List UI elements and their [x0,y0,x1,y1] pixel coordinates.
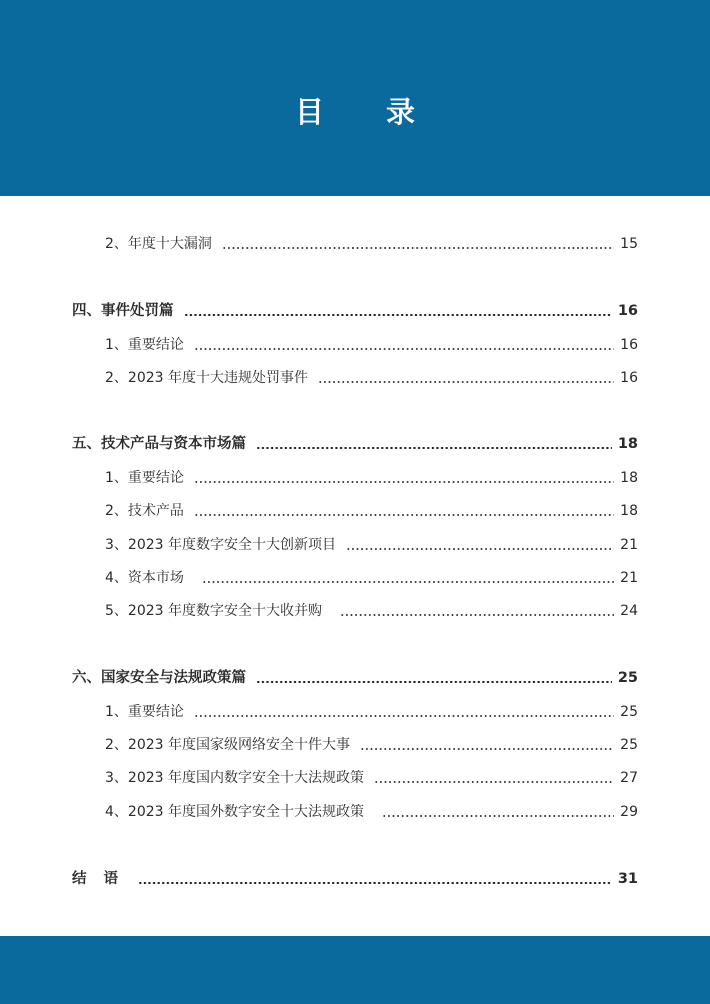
toc-entry-label: 4、资本市场 [105,570,184,586]
toc-entry-label: 2、技术产品 [105,503,184,519]
toc-section[interactable] [72,867,638,891]
dot-leader [256,681,612,683]
toc-section-page: 25 [617,670,638,686]
toc-entry-label: 2、年度十大漏洞 [105,236,212,252]
toc-entry-label: 1、重要结论 [105,337,184,353]
toc-entry-page: 18 [620,470,638,486]
toc-entry[interactable] [105,499,638,523]
page-title: 目 录 [294,95,442,129]
toc-section-label: 五、技术产品与资本市场篇 [72,436,246,452]
toc-section-label: 结 语 [72,871,125,887]
toc-entry-label: 4、2023 年度国外数字安全十大法规政策 [105,804,364,820]
dot-leader [360,748,614,750]
dot-leader [194,481,614,483]
toc-section[interactable] [72,666,638,690]
dot-leader [346,548,614,550]
dot-leader [184,314,612,316]
toc-entry[interactable] [105,466,638,490]
toc-entry-page: 21 [620,570,638,586]
dot-leader [340,614,614,616]
toc-entry-page: 29 [620,804,638,820]
toc-section-label: 六、国家安全与法规政策篇 [72,670,246,686]
toc-entry-page: 16 [620,370,638,386]
toc-entry-label: 3、2023 年度数字安全十大创新项目 [105,537,336,553]
toc-entry-page: 15 [620,236,638,252]
toc-entry-page: 24 [620,603,638,619]
toc-entry-page: 21 [620,537,638,553]
toc-entry[interactable] [105,366,638,390]
dot-leader [194,348,614,350]
toc-entry-label: 2、2023 年度十大违规处罚事件 [105,370,308,386]
toc-entry[interactable] [105,333,638,357]
footer-band [0,936,710,1004]
dot-leader [202,581,614,583]
toc-entry-page: 16 [620,337,638,353]
toc-entry-page: 25 [620,737,638,753]
dot-leader [256,447,612,449]
toc-entry[interactable] [105,766,638,790]
toc-entry[interactable] [105,599,638,623]
toc-entry[interactable] [105,533,638,557]
toc-entry-page: 18 [620,503,638,519]
toc-section-page: 31 [617,871,638,887]
toc-entry[interactable] [105,566,638,590]
toc-entry-label: 1、重要结论 [105,704,184,720]
toc-entry[interactable] [105,700,638,724]
toc-section-page: 18 [617,436,638,452]
toc-entry-label: 3、2023 年度国内数字安全十大法规政策 [105,770,364,786]
toc-entry[interactable] [105,232,638,256]
toc-entry[interactable] [105,800,638,824]
dot-leader [138,882,612,884]
toc-section[interactable] [72,299,638,323]
toc-section-page: 16 [617,303,638,319]
dot-leader [194,715,614,717]
toc-entry-label: 2、2023 年度国家级网络安全十件大事 [105,737,350,753]
toc-entry[interactable] [105,733,638,757]
dot-leader [382,815,614,817]
dot-leader [318,381,614,383]
toc-entry-label: 1、重要结论 [105,470,184,486]
dot-leader [194,514,614,516]
dot-leader [222,247,614,249]
toc-section[interactable] [72,432,638,456]
toc-section-label: 四、事件处罚篇 [72,303,174,319]
toc-entry-page: 25 [620,704,638,720]
toc-entry-label: 5、2023 年度数字安全十大收并购 [105,603,322,619]
toc-entry-page: 27 [620,770,638,786]
dot-leader [374,781,614,783]
